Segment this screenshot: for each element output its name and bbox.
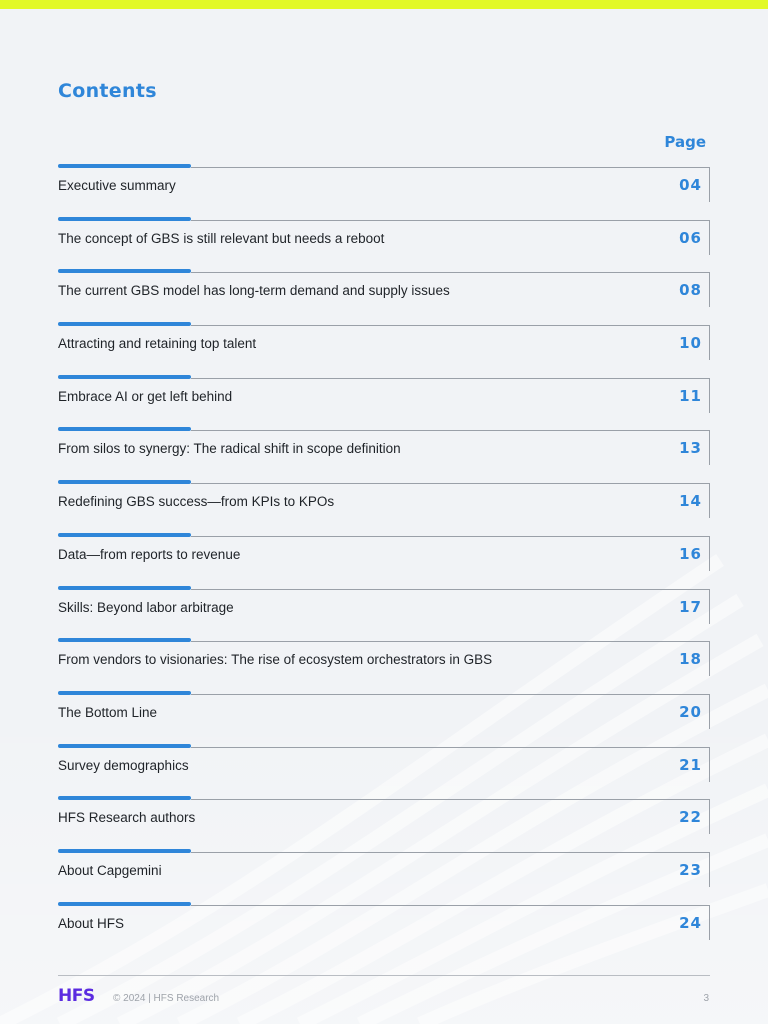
toc-entry-label[interactable]: HFS Research authors	[58, 810, 196, 826]
toc-page-divider	[709, 272, 710, 307]
toc-entry[interactable]	[58, 744, 710, 797]
toc-entry-label[interactable]: The current GBS model has long-term demand and supply issues	[58, 283, 450, 299]
toc-entry-label[interactable]: The Bottom Line	[58, 704, 158, 720]
toc-entry-label[interactable]: About Capgemini	[58, 862, 162, 878]
toc-entry-page[interactable]: 17	[679, 597, 702, 616]
toc-entry-page[interactable]: 06	[679, 228, 702, 247]
toc-accent-bar	[58, 427, 191, 431]
toc-page-divider	[709, 325, 710, 360]
toc-entry-page[interactable]: 18	[679, 650, 702, 669]
toc-page-divider	[709, 799, 710, 834]
toc-divider	[191, 747, 710, 748]
toc-accent-bar	[58, 902, 191, 906]
toc-page-divider	[709, 483, 710, 518]
toc-entry[interactable]	[58, 586, 710, 639]
toc-page-divider	[709, 536, 710, 571]
toc-page-divider	[709, 430, 710, 465]
toc-entry[interactable]	[58, 849, 710, 902]
toc-accent-bar	[58, 744, 191, 748]
footer-copyright: © 2024 | HFS Research	[113, 993, 220, 1004]
toc-entry-page[interactable]: 08	[679, 281, 702, 300]
toc-accent-bar	[58, 796, 191, 800]
toc-divider	[191, 641, 710, 642]
footer-page-number: 3	[703, 993, 709, 1004]
toc-page-divider	[709, 905, 710, 940]
toc-entry-label[interactable]: Data—from reports to revenue	[58, 546, 241, 562]
toc-entry-page[interactable]: 14	[679, 492, 702, 511]
toc-accent-bar	[58, 164, 191, 168]
toc-accent-bar	[58, 691, 191, 695]
toc-entry[interactable]	[58, 322, 710, 375]
toc-accent-bar	[58, 849, 191, 853]
toc-entry-page[interactable]: 16	[679, 544, 702, 563]
toc-divider	[191, 167, 710, 168]
toc-entry-label[interactable]: Embrace AI or get left behind	[58, 388, 233, 404]
toc-divider	[191, 694, 710, 695]
toc-accent-bar	[58, 533, 191, 537]
toc-divider	[191, 378, 710, 379]
toc-entry-label[interactable]: Skills: Beyond labor arbitrage	[58, 599, 234, 615]
toc-entry[interactable]	[58, 217, 710, 270]
footer-divider	[58, 975, 710, 976]
toc-entry-page[interactable]: 10	[679, 334, 702, 353]
toc-divider	[191, 589, 710, 590]
toc-divider	[191, 799, 710, 800]
toc-entry[interactable]	[58, 902, 710, 955]
toc-entry[interactable]	[58, 533, 710, 586]
toc-divider	[191, 272, 710, 273]
toc-page-divider	[709, 589, 710, 624]
toc-entry[interactable]	[58, 375, 710, 428]
toc-divider	[191, 430, 710, 431]
toc-entry[interactable]	[58, 796, 710, 849]
hfs-logo: HFS	[58, 986, 95, 1006]
top-accent-bar	[0, 0, 768, 9]
toc-entry[interactable]	[58, 480, 710, 533]
page-column-header: Page	[664, 133, 706, 151]
toc-page-divider	[709, 641, 710, 676]
toc-entry[interactable]	[58, 269, 710, 322]
page-title: Contents	[58, 80, 157, 102]
toc-entry-label[interactable]: From vendors to visionaries: The rise of ecosystem orchestrators in GBS	[58, 652, 493, 668]
toc-entry-label[interactable]: Executive summary	[58, 178, 176, 193]
toc-entry-label[interactable]: About HFS	[58, 915, 125, 931]
toc-entry-page[interactable]: 22	[679, 808, 702, 827]
toc-entry-page[interactable]: 13	[679, 439, 702, 458]
toc-accent-bar	[58, 217, 191, 221]
toc-entry-page[interactable]: 21	[679, 755, 702, 774]
toc-entry-label[interactable]: The concept of GBS is still relevant but needs a reboot	[58, 230, 385, 246]
toc-entry-label[interactable]: Attracting and retaining top talent	[58, 336, 257, 352]
toc-divider	[191, 852, 710, 853]
toc-entry[interactable]	[58, 164, 710, 217]
toc-page-divider	[709, 694, 710, 729]
toc-page-divider	[709, 378, 710, 413]
toc-entry-page[interactable]: 23	[679, 860, 702, 879]
toc-accent-bar	[58, 375, 191, 379]
toc-entry-label[interactable]: Redefining GBS success—from KPIs to KPOs	[58, 494, 335, 510]
toc-accent-bar	[58, 638, 191, 642]
toc-divider	[191, 905, 710, 906]
toc-accent-bar	[58, 322, 191, 326]
toc-entry-label[interactable]: Survey demographics	[58, 757, 189, 773]
toc-page-divider	[709, 167, 710, 202]
toc-divider	[191, 536, 710, 537]
toc-accent-bar	[58, 586, 191, 590]
toc-entry[interactable]	[58, 638, 710, 691]
toc-entry[interactable]	[58, 427, 710, 480]
toc-entry-page[interactable]: 24	[679, 913, 702, 932]
toc-page-divider	[709, 220, 710, 255]
toc-page-divider	[709, 747, 710, 782]
toc-entry-page[interactable]: 11	[679, 386, 702, 405]
toc-entry-label[interactable]: From silos to synergy: The radical shift in scope definition	[58, 441, 401, 457]
toc-page-divider	[709, 852, 710, 887]
toc-entry-page[interactable]: 04	[679, 176, 702, 194]
toc-accent-bar	[58, 480, 191, 484]
toc-entry-page[interactable]: 20	[679, 702, 702, 721]
toc-accent-bar	[58, 269, 191, 273]
table-of-contents	[58, 164, 710, 954]
toc-entry[interactable]	[58, 691, 710, 744]
toc-divider	[191, 483, 710, 484]
toc-divider	[191, 220, 710, 221]
toc-divider	[191, 325, 710, 326]
